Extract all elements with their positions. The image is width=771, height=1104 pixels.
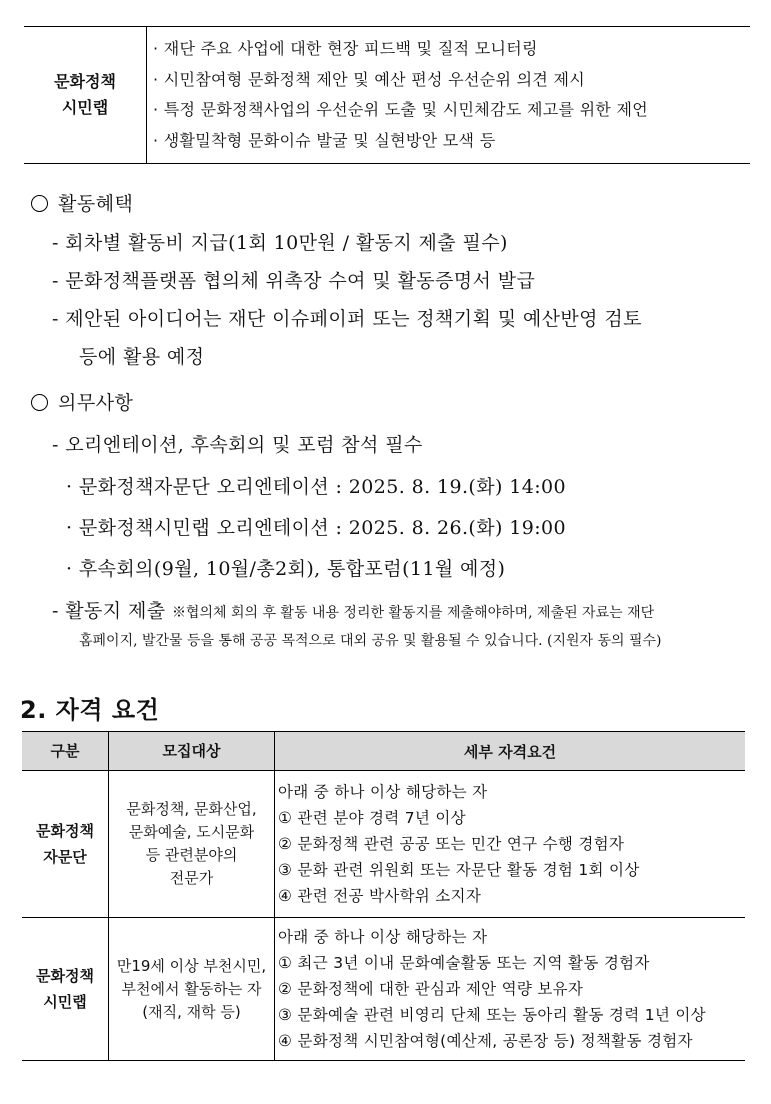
table-row (22, 918, 745, 1061)
role-item: · 특정 문화정책사업의 우선순위 도출 및 시민체감도 제고를 위한 제언 (153, 100, 649, 119)
column-header: 세부 자격요건 (275, 732, 746, 771)
category-line: 문화정책 (36, 967, 94, 985)
category-cell (22, 771, 109, 918)
detail-line: ② 문화정책 관련 공공 또는 민간 연구 수행 경험자 (278, 835, 625, 853)
duty-report-label: - 활동지 제출 (52, 600, 166, 622)
details-cell (275, 771, 746, 918)
detail-line: ③ 문화 관련 위원회 또는 자문단 활동 경험 1회 이상 (278, 861, 640, 879)
details-cell (275, 918, 746, 1061)
duty-item: - 오리엔테이션, 후속회의 및 포럼 참석 필수 (52, 434, 423, 456)
qualification-table (22, 731, 745, 1061)
category-line: 시민랩 (43, 993, 87, 1011)
column-header: 모집대상 (109, 732, 275, 771)
detail-line: ② 문화정책에 대한 관심과 제안 역량 보유자 (278, 980, 584, 998)
table-header-row (22, 732, 745, 771)
target-line: 등 관련분야의 (145, 846, 238, 864)
duty-item-report (52, 596, 654, 623)
target-line: 문화정책, 문화산업, (126, 800, 257, 818)
duty-report-note-continued: 홈페이지, 발간물 등을 통해 공공 목적으로 대외 공유 및 활용될 수 있습니다. (지원자 동의 필수) (79, 633, 662, 649)
target-cell (109, 918, 275, 1061)
target-line: (재직, 재학 등) (142, 1002, 241, 1021)
circle-bullet-icon (31, 394, 48, 411)
detail-line: 아래 중 하나 이상 해당하는 자 (278, 928, 488, 946)
benefit-item: - 회차별 활동비 지급(1회 10만원 / 활동지 제출 필수) (52, 232, 508, 254)
role-item: · 생활밀착형 문화이슈 발굴 및 실현방안 모색 등 (153, 130, 496, 150)
column-header: 구분 (22, 732, 109, 771)
circle-bullet-icon (31, 195, 48, 212)
target-line: 문화예술, 도시문화 (128, 823, 255, 841)
role-table-header-line2: 시민랩 (61, 98, 109, 117)
role-table-header-line1: 문화정책 (54, 72, 116, 91)
benefit-item-continued: 등에 활용 예정 (79, 346, 205, 368)
benefits-heading: 활동혜택 (31, 189, 133, 216)
detail-line: 아래 중 하나 이상 해당하는 자 (278, 783, 488, 801)
role-table-body (147, 27, 751, 164)
target-line: 만19세 이상 부천시민, (116, 956, 267, 975)
role-item: · 시민참여형 문화정책 제안 및 예산 편성 우선순위 의견 제시 (153, 69, 586, 89)
duty-subitem: · 문화정책시민랩 오리엔테이션 : 2025. 8. 26.(화) 19:00 (66, 517, 566, 539)
duty-subitem: · 문화정책자문단 오리엔테이션 : 2025. 8. 19.(화) 14:00 (66, 476, 566, 498)
category-line: 문화정책 (36, 822, 94, 840)
target-cell (109, 771, 275, 918)
detail-line: ① 최근 3년 이내 문화예술활동 또는 지역 활동 경험자 (278, 954, 650, 972)
duty-report-note: ※협의체 회의 후 활동 내용 정리한 활동지를 제출해야하며, 제출된 자료는 재단 (171, 605, 655, 621)
section-title: 2. 자격 요건 (20, 696, 160, 724)
benefit-item: - 제안된 아이디어는 재단 이슈페이퍼 또는 정책기획 및 예산반영 검토 (52, 308, 642, 330)
detail-line: ④ 문화정책 시민참여형(예산제, 공론장 등) 정책활동 경험자 (278, 1032, 693, 1050)
category-line: 자문단 (43, 848, 87, 866)
duty-subitem: · 후속회의(9월, 10월/총2회), 통합포럼(11월 예정) (66, 558, 506, 580)
detail-line: ④ 관련 전공 박사학위 소지자 (278, 887, 482, 905)
table-row (22, 771, 745, 918)
target-line: 부천에서 활동하는 자 (121, 979, 262, 998)
role-table-header (24, 27, 147, 164)
detail-line: ③ 문화예술 관련 비영리 단체 또는 동아리 활동 경력 1년 이상 (278, 1006, 706, 1024)
category-cell (22, 918, 109, 1061)
benefit-item: - 문화정책플랫폼 협의체 위촉장 수여 및 활동증명서 발급 (52, 270, 536, 292)
duties-heading: 의무사항 (31, 388, 133, 415)
detail-line: ① 관련 분야 경력 7년 이상 (278, 809, 466, 827)
role-table (24, 26, 750, 164)
role-item: · 재단 주요 사업에 대한 현장 피드백 및 질적 모니터링 (153, 39, 538, 58)
target-line: 전문가 (169, 869, 214, 887)
